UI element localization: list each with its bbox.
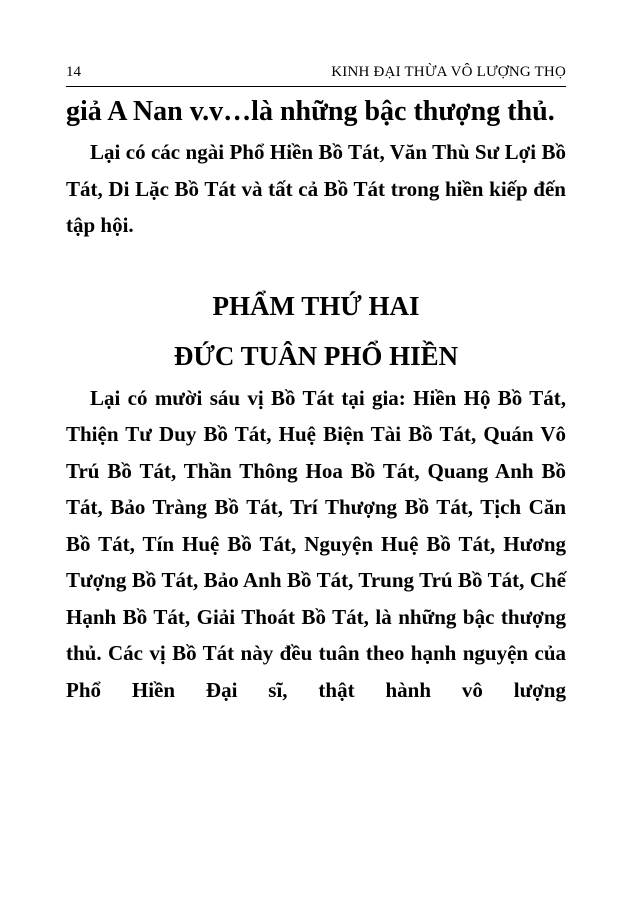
page-number: 14 xyxy=(66,64,81,80)
running-title: KINH ĐẠI THỪA VÔ LƯỢNG THỌ xyxy=(331,64,566,80)
page-body xyxy=(66,90,566,708)
running-header xyxy=(66,60,566,87)
paragraph-2: Lại có mười sáu vị Bồ Tát tại gia: Hiền Hộ Bồ Tát, Thiện Tư Duy Bồ Tát, Huệ Biện Tài Bồ Tát, Quán Vô Trú Bồ Tát, Thần Thông Hoa Bồ Tát, Quang Anh Bồ Tát, Bảo Tràng Bồ Tát, Trí Thượng Bồ Tát, Tịch Căn Bồ Tát, Tín Huệ Bồ Tát, Nguyện Huệ Bồ Tát, Hương Tượng Bồ Tát, Bảo Anh Bồ Tát, Trung Trú Bồ Tát, Chế Hạnh Bồ Tát, Giải Thoát Bồ Tát, là những bậc thượng thủ. Các vị Bồ Tát này đều tuân theo hạnh nguyện của Phổ Hiền Đại sĩ, thật hành vô lượng xyxy=(66,385,566,702)
chapter-title-heading: ĐỨC TUÂN PHỔ HIỀN xyxy=(173,340,459,371)
chapter-number-heading: PHẨM THỨ HAI xyxy=(212,290,420,321)
paragraph-1: Lại có các ngài Phổ Hiền Bồ Tát, Văn Thù Sư Lợi Bồ Tát, Di Lặc Bồ Tát và tất cả Bồ Tát trong hiền kiếp đến tập hội. xyxy=(66,140,566,237)
opening-text: giả A Nan v.v…là những bậc thượng thủ. xyxy=(66,96,555,127)
